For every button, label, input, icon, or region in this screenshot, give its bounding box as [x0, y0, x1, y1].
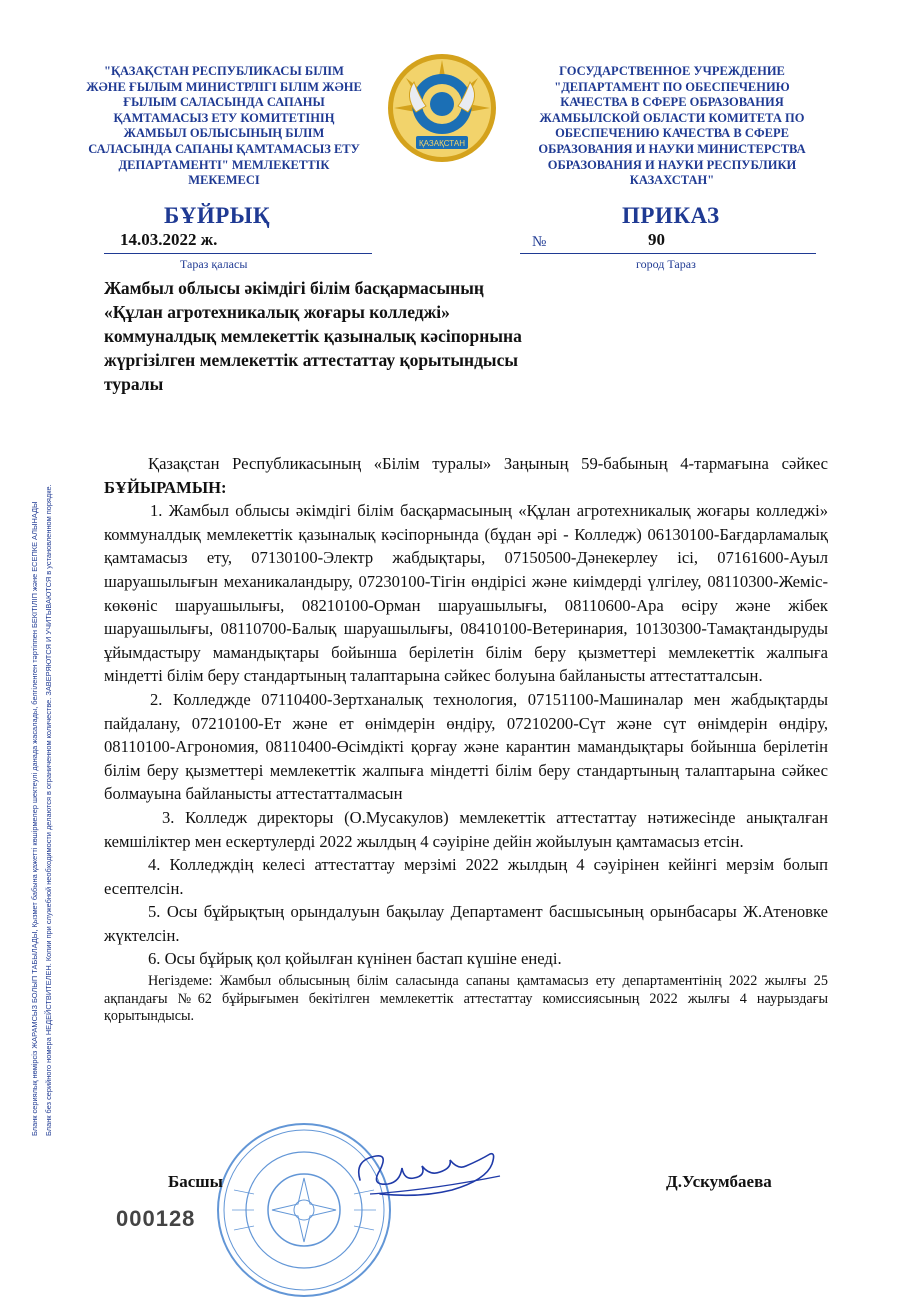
order-number: 90	[648, 230, 665, 249]
disclaimer-kz: Бланк сериялық нөмірсіз ЖАРАМСЫЗ БОЛЫП ТАБЫЛАДЫ, Қызмет бабына қажетті көшірмелер шектеулі данада жасалады, белгіленген тәртіппен БЕКІТІЛІП және ЕСЕПКЕ АЛЫНАДЫ	[30, 501, 39, 1136]
blank-serial-number: 000128	[116, 1206, 196, 1231]
paragraph-1: 1. Жамбыл облысы әкімдігі білім басқармасының «Құлан агротехникалық жоғары колледжі» коммуналдық мемлекеттік қазыналық кәсіпорнында (бұдан әрі - Колледж) 06130100-Бағдарламалық қамтамасыз ету, 07130100-Электр жабдықтары, 07150500-Дәнекерлеу ісі, 07161600-Ауыл шаруашылығын механикаландыру, 07230100-Тігін өндірісі және киімдерді үлгілеу, 08110300-Жеміс-көкөніс шаруашылығы, 08210100-Орман шаруашылығы, 08110600-Ара өсіру және жібек шаруашылығы, 08110700-Балық шаруашылығы, 08410100-Ветеринария, 10130300-Тамақтандыруды ұйымдастыру мамандықтары бойынша берілетін білім беру қызметтері мемлекеттік жалпыға міндетті білім беру стандартының талаптарына сәйкес болуына байланысты аттестатталсын.	[104, 501, 828, 686]
institution-name-kz: "ҚАЗАҚСТАН РЕСПУБЛИКАСЫ БІЛІМ ЖӘНЕ ҒЫЛЫМ МИНИСТРЛІГІ БІЛІМ ЖӘНЕ ҒЫЛЫМ САЛАСЫНДА САПАНЫ ҚАМТАМАСЫЗ ЕТУ КОМИТЕТІНІҢ ЖАМБЫЛ ОБЛЫСЫНЫҢ БІЛІМ САЛАСЫНДА САПАНЫ ҚАМТАМАСЫЗ ЕТУ ДЕПАРТАМЕНТІ" МЕМЛЕКЕТТІК МЕКЕМЕСІ	[86, 64, 362, 188]
doc-type-ru: ПРИКАЗ	[622, 203, 720, 228]
order-body	[104, 452, 828, 1026]
intro-paragraph	[104, 452, 828, 499]
city-kz: Тараз қаласы	[180, 257, 248, 271]
city-ru: город Тараз	[636, 257, 696, 271]
blank-disclaimer	[14, 380, 64, 1140]
signatory-position: Басшы	[168, 1172, 223, 1191]
paragraph-2: 2. Колледжде 07110400-Зертханалық технология, 07151100-Машиналар мен жабдықтарды пайдалану, 07210100-Ет және ет өнімдерін өндіру, 07210200-Сүт және сүт өнімдерін өндіру, 08110100-Агрономия, 08110400-Өсімдікті қорғау және карантин мамандықтары бойынша берілетін білім беру қызметтері мемлекеттік жалпыға міндетті білім беру стандартының талаптарына сәйкес болмауына байланысты аттестатталмасын	[104, 689, 828, 804]
signatory-name: Д.Ускумбаева	[666, 1172, 772, 1191]
handwritten-signature-icon	[340, 1146, 510, 1202]
basis-paragraph: Негіздеме: Жамбыл облысының білім саласында сапаны қамтамасыз ету департаментінің 2022 жылғы 25 ақпандағы №62 бұйрығымен бекітілген мемлекеттік аттестаттау комиссиясының 2022 жылғы 4 наурыздағы қорытындысы.	[104, 973, 828, 1025]
number-sign: №	[532, 234, 547, 250]
intro-command: БҰЙЫРАМЫН:	[104, 477, 227, 497]
date-line	[104, 253, 372, 254]
institution-name-ru: ГОСУДАРСТВЕННОЕ УЧРЕЖДЕНИЕ "ДЕПАРТАМЕНТ ПО ОБЕСПЕЧЕНИЮ КАЧЕСТВА В СФЕРЕ ОБРАЗОВАНИЯ ЖАМБЫЛСКОЙ ОБЛАСТИ КОМИТЕТА ПО ОБЕСПЕЧЕНИЮ КАЧЕСТВА В СФЕРЕ ОБРАЗОВАНИЯ И НАУКИ МИНИСТЕРСТВА ОБРАЗОВАНИЯ И НАУКИ РЕСПУБЛИКИ КАЗАХСТАН"	[538, 64, 806, 188]
paragraph-4: 4. Колледждің келесі аттестаттау мерзімі 2022 жылдың 4 сәуірінен кейінгі мерзім болып есептелсін.	[104, 855, 828, 898]
emblem-text: ҚАЗАҚСТАН	[419, 139, 465, 148]
paragraph-5: 5. Осы бұйрықтың орындалуын бақылау Департамент басшысының орынбасары Ж.Атеновке жүктелсін.	[104, 902, 828, 945]
state-emblem-icon	[386, 52, 498, 164]
paragraph-6: 6. Осы бұйрық қол қойылған күнінен бастап күшіне енеді.	[148, 949, 562, 969]
intro-text: Қазақстан Республикасының «Білім туралы» Заңының 59-бабының 4-тармағына сәйкес	[148, 454, 828, 473]
order-title: Жамбыл облысы әкімдігі білім басқармасының «Құлан агротехникалық жоғары колледжі» коммуналдық мемлекеттік қазыналық кәсіпорнына жүргізілген мемлекеттік аттестаттау қорытындысы туралы	[104, 278, 522, 394]
disclaimer-ru: Бланк без серийного номера НЕДЕЙСТВИТЕЛЕН. Копии при служебной необходимости делаются в ограниченном количестве. ЗАВЕРЯЮТСЯ И УЧИТЫВАЮТСЯ в установленном порядке.	[44, 484, 53, 1136]
paragraph-3: 3. Колледж директоры (О.Мусакулов) мемлекеттік аттестаттау нәтижесінде анықталған кемшіліктер мен ескертулерді 2022 жылдың 4 сәуіріне дейін жойылуын қамтамасыз етсін.	[104, 807, 828, 851]
doc-type-kz: БҰЙРЫҚ	[164, 203, 271, 228]
order-date: 14.03.2022 ж.	[120, 230, 218, 249]
number-line	[520, 253, 816, 254]
